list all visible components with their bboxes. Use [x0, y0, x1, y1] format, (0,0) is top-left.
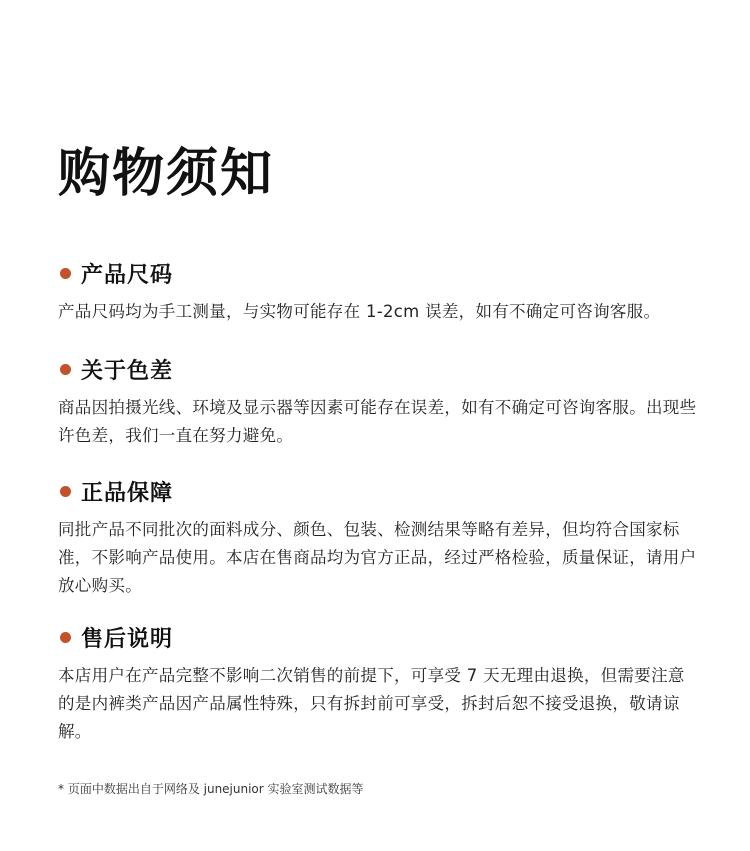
- page-title: 购物须知: [58, 144, 275, 204]
- section-heading-text: 售后说明: [81, 626, 174, 652]
- section-heading-text: 关于色差: [81, 358, 174, 384]
- section-heading: [58, 354, 698, 384]
- section-body: 产品尺码均为手工测量，与实物可能存在 1-2cm 误差，如有不确定可咨询客服。: [58, 302, 661, 321]
- section-product-size: [58, 258, 698, 326]
- section-heading: [58, 258, 698, 288]
- section-body: 商品因拍摄光线、环境及显示器等因素可能存在误差，如有不确定可咨询客服。出现些许色差，我们一直在努力避免。: [58, 398, 697, 445]
- section-heading: [58, 622, 698, 652]
- section-authenticity-guarantee: [58, 476, 698, 600]
- section-heading-text: 产品尺码: [81, 262, 174, 288]
- section-body: 同批产品不同批次的面料成分、颜色、包装、检测结果等略有差异，但均符合国家标准，不影响产品使用。本店在售商品均为官方正品，经过严格检验，质量保证，请用户放心购买。: [58, 520, 697, 595]
- section-heading-text: 正品保障: [81, 480, 174, 506]
- footnote: * 页面中数据出自于网络及 junejunior 实验室测试数据等: [58, 782, 364, 796]
- section-body: 本店用户在产品完整不影响二次销售的前提下，可享受 7 天无理由退换，但需要注意的是内裤类产品因产品属性特殊，只有拆封前可享受，拆封后恕不接受退换，敬请谅解。: [58, 666, 685, 741]
- bullet-dot-icon: [60, 268, 71, 279]
- bullet-dot-icon: [60, 364, 71, 375]
- section-heading: [58, 476, 698, 506]
- bullet-dot-icon: [60, 632, 71, 643]
- section-after-sales: [58, 622, 698, 746]
- section-color-difference: [58, 354, 698, 450]
- bullet-dot-icon: [60, 486, 71, 497]
